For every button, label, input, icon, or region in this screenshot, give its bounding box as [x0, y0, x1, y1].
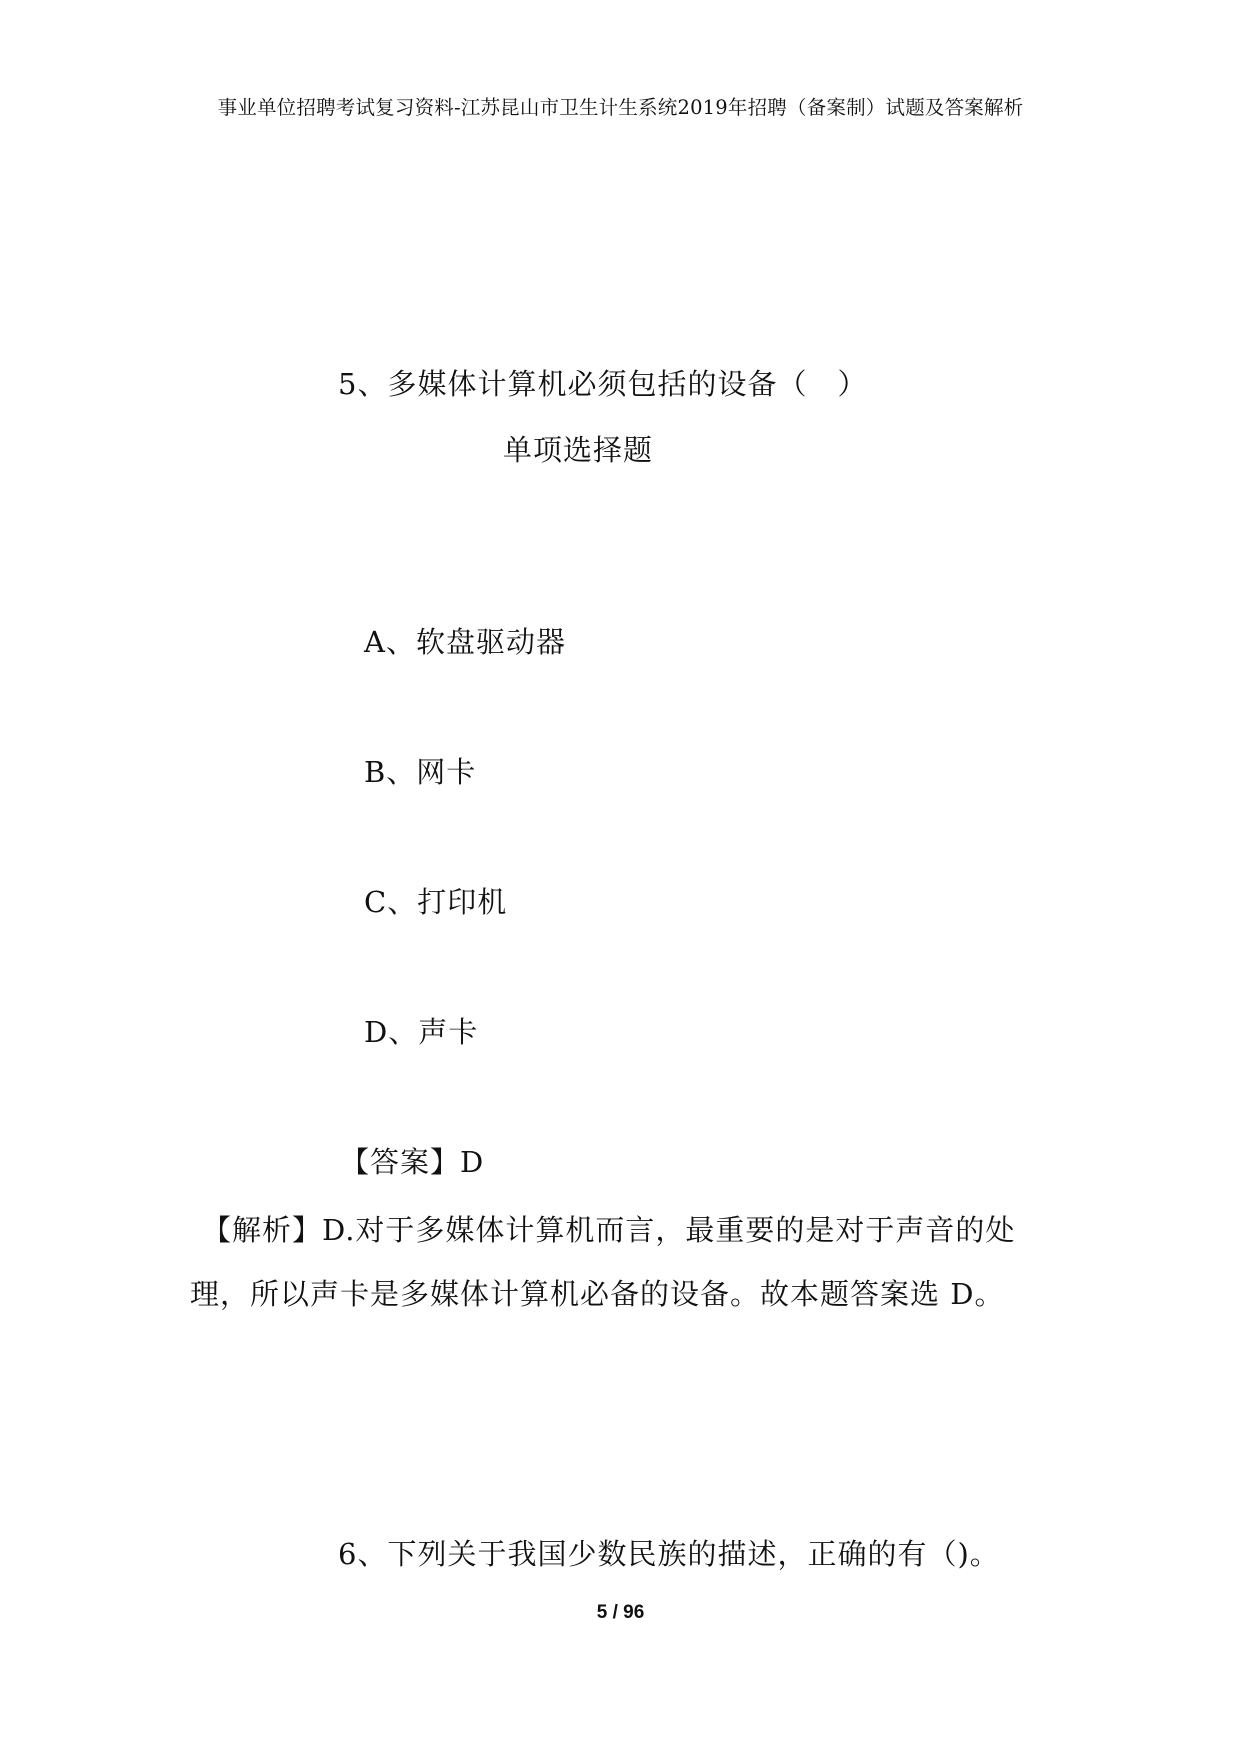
question-5-type: 单项选择题: [503, 433, 654, 467]
explanation-block: [190, 1198, 1058, 1326]
option-d: D、声卡: [364, 1015, 479, 1049]
question-6-stem: 6、下列关于我国少数民族的描述，正确的有（)。: [338, 1537, 1000, 1571]
question-5-stem: 5、多媒体计算机必须包括的设备（ ）: [338, 367, 868, 401]
explanation-line-2: 理，所以声卡是多媒体计算机必备的设备。故本题答案选 D。: [190, 1277, 1005, 1311]
option-c: C、打印机: [364, 885, 508, 919]
explanation-line-1: 【解析】D.对于多媒体计算机而言，最重要的是对于声音的处: [202, 1213, 1016, 1247]
option-b: B、网卡: [364, 755, 477, 789]
answer-text: 【答案】D: [340, 1145, 485, 1179]
page-number: 5 / 96: [596, 1602, 645, 1623]
document-header: 事业单位招聘考试复习资料-江苏昆山市卫生计生系统2019年招聘（备案制）试题及答案解析: [217, 96, 1024, 119]
option-a: A、软盘驱动器: [364, 625, 566, 659]
